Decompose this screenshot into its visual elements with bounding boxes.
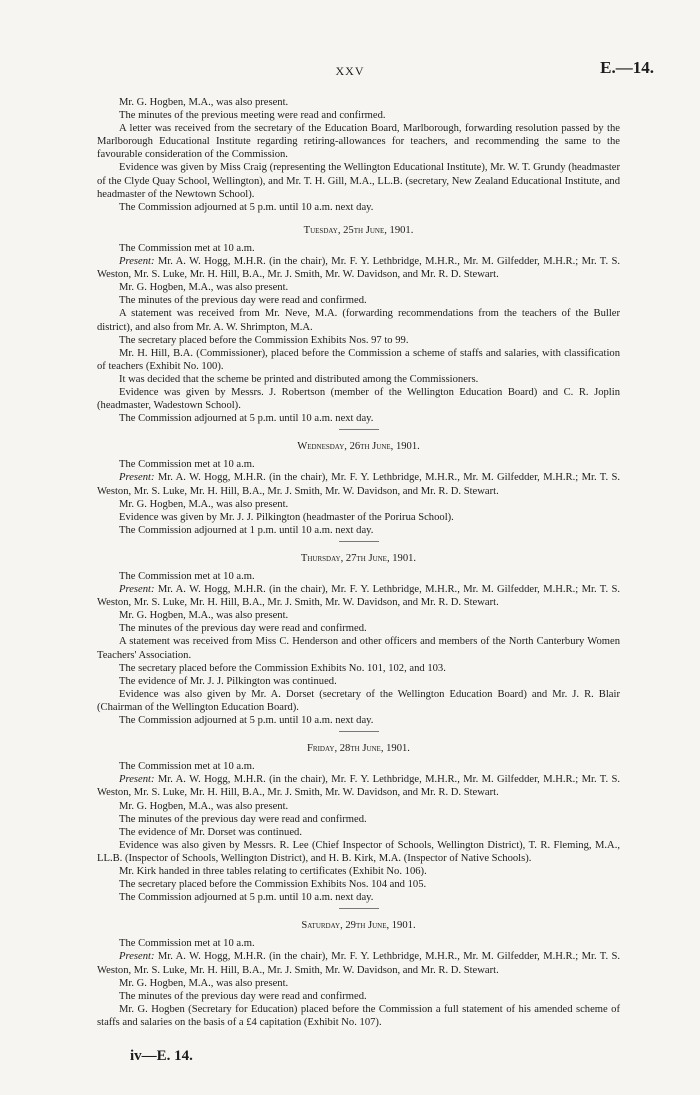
minutes-body [97, 96, 620, 1029]
present-list: Mr. A. W. Hogg, M.H.R. (in the chair), Mr. F. Y. Lethbridge, M.H.R., Mr. M. Gilfedder, M.H.R.; Mr. T. S. Weston, Mr. S. Luke, Mr. H. Hill, B.A., Mr. J. Smith, Mr. W. Davidson, and Mr. R. D. Stewart. [97, 584, 620, 609]
paragraph: Evidence was given by Messrs. J. Robertson (member of the Wellington Education Board) and C. R. Joplin (headmaster, Wadestown School). [97, 386, 620, 412]
paragraph: Evidence was also given by Messrs. R. Lee (Chief Inspector of Schools, Wellington District), T. R. Fleming, M.A., LL.B. (Inspector of Schools, Wellington District), and H. B. Kirk, M.A. (Inspector of Native Schools). [97, 839, 620, 864]
paragraph: Mr. G. Hogben, M.A., was also present. [119, 610, 289, 622]
paragraph: A statement was received from Mr. Neve, M.A. (forwarding recommendations from the teachers of the Buller district), and also from Mr. A. W. Shrimpton, M.A. [97, 308, 620, 333]
session-date: Thursday, 27th June, 1901. [300, 552, 417, 564]
paragraph: The Commission adjourned at 5 p.m. until 10 a.m. next day. [119, 715, 374, 727]
paragraph: The secretary placed before the Commission Exhibits Nos. 104 and 105. [119, 879, 427, 891]
paragraph: Mr. G. Hogben, M.A., was also present. [119, 282, 289, 294]
paragraph: A letter was received from the secretary of the Education Board, Marlborough, forwarding resolution passed by the Marlborough Educational Institute regarding retiring-allowances for teachers, and recommending the same to the favourable consideration of the Commission. [97, 123, 620, 161]
paragraph: A statement was received from Miss C. Henderson and other officers and members of the North Canterbury Women Teachers' Association. [97, 636, 620, 661]
paragraph: Mr. G. Hogben, M.A., was also present. [119, 97, 289, 108]
present-label: Present: [119, 774, 155, 786]
present-label: Present: [119, 256, 155, 268]
present-list: Mr. A. W. Hogg, M.H.R. (in the chair), Mr. F. Y. Lethbridge, M.H.R., Mr. M. Gilfedder, M.H.R.; Mr. T. S. Weston, Mr. S. Luke, Mr. H. Hill, B.A., Mr. J. Smith, Mr. W. Davidson, and Mr. R. D. Stewart. [97, 774, 620, 799]
page-numeral: XXV [335, 64, 365, 78]
session-met: The Commission met at 10 a.m. [119, 761, 255, 773]
report-code: E.—14. [600, 58, 654, 77]
section-divider [339, 908, 379, 909]
paragraph: Mr. G. Hogben, M.A., was also present. [119, 800, 289, 812]
present-label: Present: [119, 584, 155, 596]
paragraph: Mr. H. Hill, B.A. (Commissioner), placed before the Commission a scheme of staffs and salaries, with classification of teachers (Exhibit No. 100). [97, 347, 620, 372]
paragraph: It was decided that the scheme be printed and distributed among the Commissioners. [119, 373, 479, 385]
present-list: Mr. A. W. Hogg, M.H.R. (in the chair), Mr. F. Y. Lethbridge, M.H.R., Mr. M. Gilfedder, M.H.R.; Mr. T. S. Weston, Mr. S. Luke, Mr. H. Hill, B.A., Mr. J. Smith, Mr. W. Davidson, and Mr. R. D. Stewart. [97, 256, 620, 281]
paragraph: The secretary placed before the Commission Exhibits No. 101, 102, and 103. [119, 662, 446, 674]
paragraph: The evidence of Mr. J. J. Pilkington was continued. [119, 675, 337, 687]
paragraph: Mr. G. Hogben (Secretary for Education) placed before the Commission a full statement of his amended scheme of staffs and salaries on the basis of a £4 capitation (Exhibit No. 107). [97, 1003, 620, 1028]
session-date: Saturday, 29th June, 1901. [301, 920, 416, 932]
session-met: The Commission met at 10 a.m. [119, 938, 255, 950]
section-divider [339, 429, 379, 430]
paragraph: The Commission adjourned at 5 p.m. until 10 a.m. next day. [119, 413, 374, 425]
paragraph: Mr. Kirk handed in three tables relating to certificates (Exhibit No. 106). [119, 865, 427, 877]
session-present [97, 255, 620, 281]
paragraph: The evidence of Mr. Dorset was continued. [119, 826, 302, 838]
session-present [97, 583, 620, 609]
session-met: The Commission met at 10 a.m. [119, 242, 255, 254]
present-list: Mr. A. W. Hogg, M.H.R. (in the chair), Mr. F. Y. Lethbridge, M.H.R., Mr. M. Gilfedder, M.H.R.; Mr. T. S. Weston, Mr. S. Luke, Mr. H. Hill, B.A., Mr. J. Smith, Mr. W. Davidson, and Mr. R. D. Stewart. [97, 951, 620, 976]
session-date: Tuesday, 25th June, 1901. [303, 224, 414, 236]
intro-block [97, 96, 620, 214]
paragraph: The Commission adjourned at 5 p.m. until 10 a.m. next day. [119, 201, 374, 213]
session-present [97, 471, 620, 497]
paragraph: The minutes of the previous day were read and confirmed. [119, 295, 367, 307]
paragraph: Mr. G. Hogben, M.A., was also present. [119, 498, 289, 510]
session-friday [97, 742, 620, 909]
session-saturday [97, 919, 620, 1029]
section-divider [339, 541, 379, 542]
section-divider [339, 731, 379, 732]
paragraph: The secretary placed before the Commission Exhibits Nos. 97 to 99. [119, 334, 409, 346]
paragraph: Mr. G. Hogben, M.A., was also present. [119, 977, 289, 989]
session-date: Wednesday, 26th June, 1901. [297, 441, 420, 453]
paragraph: Evidence was given by Miss Craig (representing the Wellington Educational Institute), Mr. W. T. Grundy (headmaster of the Clyde Quay School, Wellington), and Mr. T. H. Gill, M.A., LL.B. (secretary, New Zealand Educational Institute, and headmaster of the Newtown School). [97, 162, 620, 200]
paragraph: The minutes of the previous day were read and confirmed. [119, 623, 367, 635]
paragraph: The minutes of the previous meeting were read and confirmed. [119, 110, 386, 122]
session-date: Friday, 28th June, 1901. [307, 743, 410, 755]
session-present [97, 950, 620, 976]
session-met: The Commission met at 10 a.m. [119, 459, 255, 471]
session-wednesday [97, 440, 620, 542]
present-label: Present: [119, 472, 155, 484]
present-list: Mr. A. W. Hogg, M.H.R. (in the chair), Mr. F. Y. Lethbridge, M.H.R., Mr. M. Gilfedder, M.H.R.; Mr. T. S. Weston, Mr. S. Luke, Mr. H. Hill, B.A., Mr. J. Smith, Mr. W. Davidson, and Mr. R. D. Stewart. [97, 472, 620, 497]
session-met: The Commission met at 10 a.m. [119, 571, 255, 582]
paragraph: The minutes of the previous day were read and confirmed. [119, 813, 367, 825]
session-present [97, 773, 620, 799]
signature-mark: iv—E. 14. [130, 1048, 193, 1064]
present-label: Present: [119, 951, 155, 963]
paragraph: Evidence was also given by Mr. A. Dorset (secretary of the Wellington Education Board) and Mr. J. R. Blair (Chairman of the Wellington Education Board). [97, 688, 620, 713]
session-thursday [97, 552, 620, 732]
paragraph: Evidence was given by Mr. J. J. Pilkington (headmaster of the Porirua School). [119, 511, 454, 523]
session-tuesday [97, 224, 620, 430]
paragraph: The minutes of the previous day were read and confirmed. [119, 990, 367, 1002]
paragraph: The Commission adjourned at 5 p.m. until 10 a.m. next day. [119, 892, 374, 904]
paragraph: The Commission adjourned at 1 p.m. until 10 a.m. next day. [119, 524, 374, 536]
